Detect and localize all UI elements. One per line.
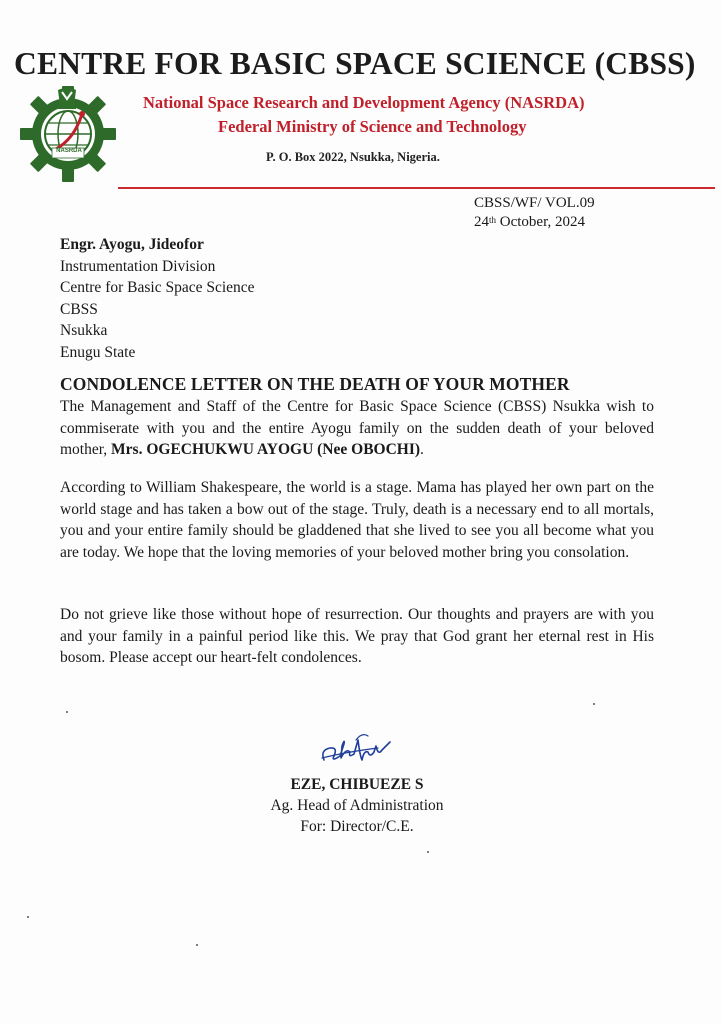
signatory-block xyxy=(242,774,472,837)
organization-title: CENTRE FOR BASIC SPACE SCIENCE (CBSS) xyxy=(14,46,696,81)
body-paragraph-2: According to William Shakespeare, the world is a stage. Mama has played her own part on the world stage and has taken a bow out of the stage. Truly, death is a necessary end to all mortals, you and your entire family should be gladdened that she lived to see you all become what you are today. We hope that the loving memories of your beloved mother bring you consolation. xyxy=(60,479,654,561)
address-line: Nsukka xyxy=(60,322,108,339)
address-line: Centre for Basic Space Science xyxy=(60,279,255,296)
logo-text: NASRDA xyxy=(56,148,82,154)
address-line: Enugu State xyxy=(60,343,136,361)
signatory-for: For: Director/C.E. xyxy=(300,818,414,835)
recipient-name: Engr. Ayogu, Jideofor xyxy=(60,236,204,253)
deceased-name: Mrs. OGECHUKWU AYOGU (Nee OBOCHI) xyxy=(111,441,421,458)
paper-speck xyxy=(593,703,595,705)
address-line: CBSS xyxy=(60,300,98,318)
signatory-title: Ag. Head of Administration xyxy=(270,797,444,814)
recipient-address xyxy=(60,234,255,363)
paper-speck xyxy=(196,944,198,946)
reference-number: CBSS/WF/ VOL.09 xyxy=(474,195,595,211)
ministry-name: Federal Ministry of Science and Technology xyxy=(218,117,527,136)
postal-address: P. O. Box 2022, Nsukka, Nigeria. xyxy=(266,150,440,164)
paper-speck xyxy=(27,916,29,918)
body-paragraph-1 xyxy=(60,396,654,461)
address-line: Instrumentation Division xyxy=(60,257,216,275)
body-paragraph-3: Do not grieve like those without hope of resurrection. Our thoughts and prayers are with you and your family in a painful period like this. We pray that God grant her eternal rest in His bosom. Please accept our heart-felt condolences. xyxy=(60,606,654,666)
reference-block xyxy=(474,194,595,232)
handwritten-signature xyxy=(318,726,396,770)
letter-subject: CONDOLENCE LETTER ON THE DEATH OF YOUR MOTHER xyxy=(60,374,570,394)
date-day: 24 xyxy=(474,214,489,230)
letter-date xyxy=(474,213,595,232)
coat-of-arms-icon xyxy=(54,86,80,110)
paper-speck xyxy=(66,711,68,713)
paragraph-text: The Management and Staff of the Centre for Basic Space Science (CBSS) Nsukka wish to commiserate with you and the entire Ayogu family on the sudden death of your beloved mother, xyxy=(60,398,654,458)
date-suffix: th xyxy=(489,215,497,225)
agency-name: National Space Research and Development Agency (NASRDA) xyxy=(143,93,585,112)
signatory-name: EZE, CHIBUEZE S xyxy=(290,776,424,793)
paper-speck xyxy=(427,851,429,853)
date-month-year: October, 2024 xyxy=(496,214,585,230)
letterhead-divider xyxy=(118,187,715,189)
paragraph-end: . xyxy=(420,441,424,458)
